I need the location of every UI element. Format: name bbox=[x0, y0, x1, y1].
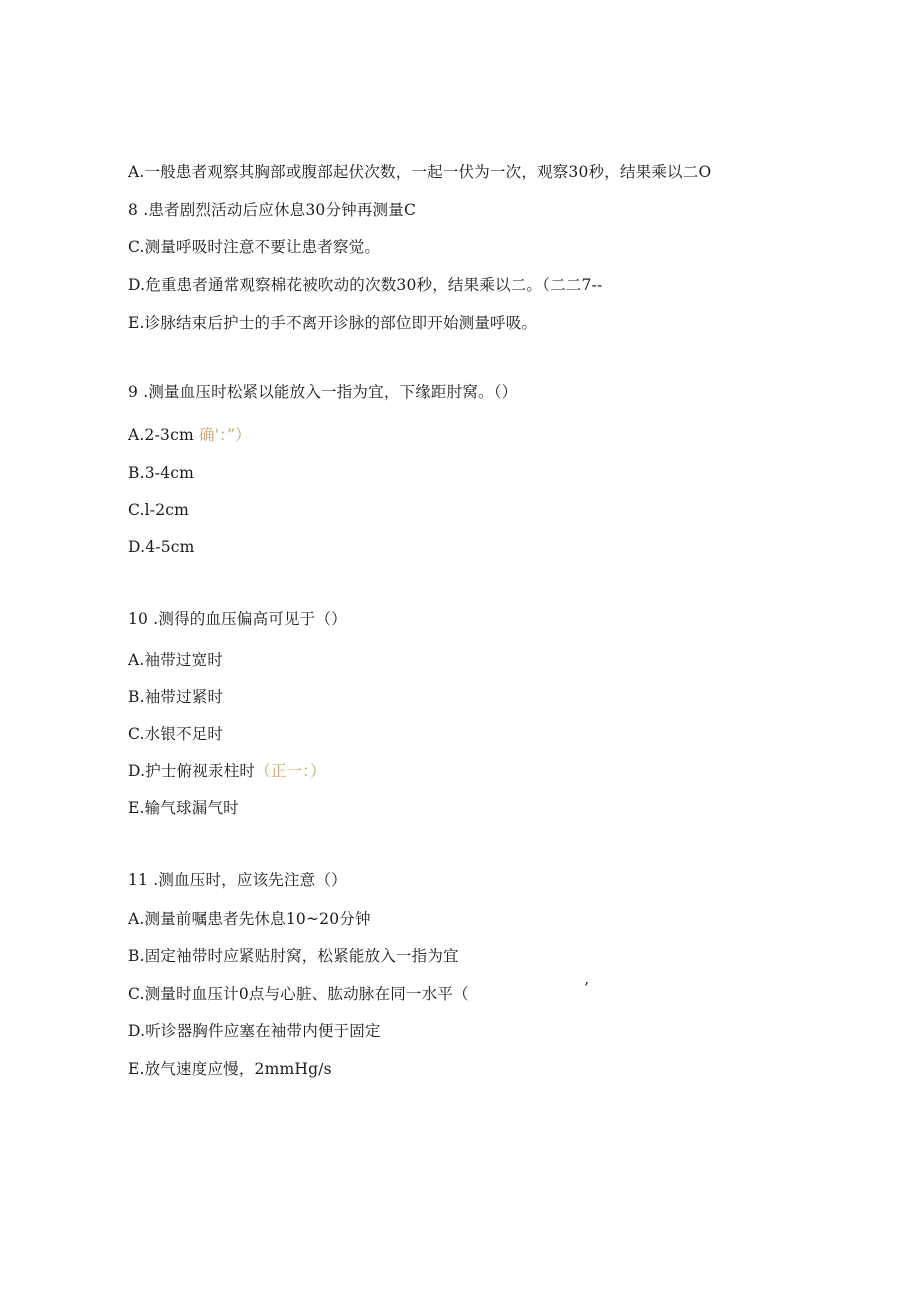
q10-option-b: B.袖带过紧时 bbox=[128, 688, 224, 706]
option-d-critical: D.危重患者通常观察棉花被吹动的次数30秒，结果乘以二。（二二7-- bbox=[128, 276, 603, 294]
q9-option-a-text: A.2-3cm bbox=[128, 426, 194, 444]
q11-option-d: D.听诊器胸件应塞在袖带内便于固定 bbox=[128, 1022, 381, 1040]
q9-option-a-annotation: 确'：”） bbox=[199, 426, 251, 444]
q9-option-b: B.3-4cm bbox=[128, 464, 195, 482]
q11-option-e: E.放气速度应慢，2mmHg∕s bbox=[128, 1060, 332, 1078]
question-9: 9 .测量血压时松紧以能放入一指为宜，下缘距肘窝。（） bbox=[128, 383, 518, 401]
q11-option-c-mark: ’ bbox=[584, 979, 589, 997]
q10-option-e: E.输气球漏气时 bbox=[128, 799, 239, 817]
q10-option-d-text: D.护士俯视汞柱时 bbox=[128, 762, 256, 780]
q9-option-a bbox=[128, 425, 251, 445]
q10-option-d bbox=[128, 761, 326, 781]
q10-option-a: A.袖带过宽时 bbox=[128, 651, 224, 669]
q11-option-c: C.测量时血压计0点与心脏、肱动脉在同一水平（ bbox=[128, 985, 469, 1003]
q10-option-c: C.水银不足时 bbox=[128, 725, 224, 743]
q9-option-c: C.l-2cm bbox=[128, 501, 190, 519]
q10-option-d-annotation: （正一：） bbox=[255, 762, 326, 780]
option-a-breathing: A.一般患者观察其胸部或腹部起伏次数，一起一伏为一次，观察30秒，结果乘以二O bbox=[128, 163, 712, 181]
q9-option-d: D.4-5cm bbox=[128, 538, 195, 556]
question-11: 11 .测血压时，应该先注意（） bbox=[128, 871, 347, 889]
option-e-pulse: E.诊脉结束后护士的手不离开诊脉的部位即开始测量呼吸。 bbox=[128, 314, 538, 332]
question-10: 10 .测得的血压偏高可见于（） bbox=[128, 610, 347, 628]
q11-option-b: B.固定袖带时应紧贴肘窝，松紧能放入一指为宜 bbox=[128, 947, 459, 965]
q11-option-a: A.测量前嘱患者先休息10~20分钟 bbox=[128, 910, 371, 928]
option-b-rest: 8 .患者剧烈活动后应休息30分钟再测量C bbox=[128, 201, 416, 219]
option-c-unaware: C.测量呼吸时注意不要让患者察觉。 bbox=[128, 238, 381, 256]
